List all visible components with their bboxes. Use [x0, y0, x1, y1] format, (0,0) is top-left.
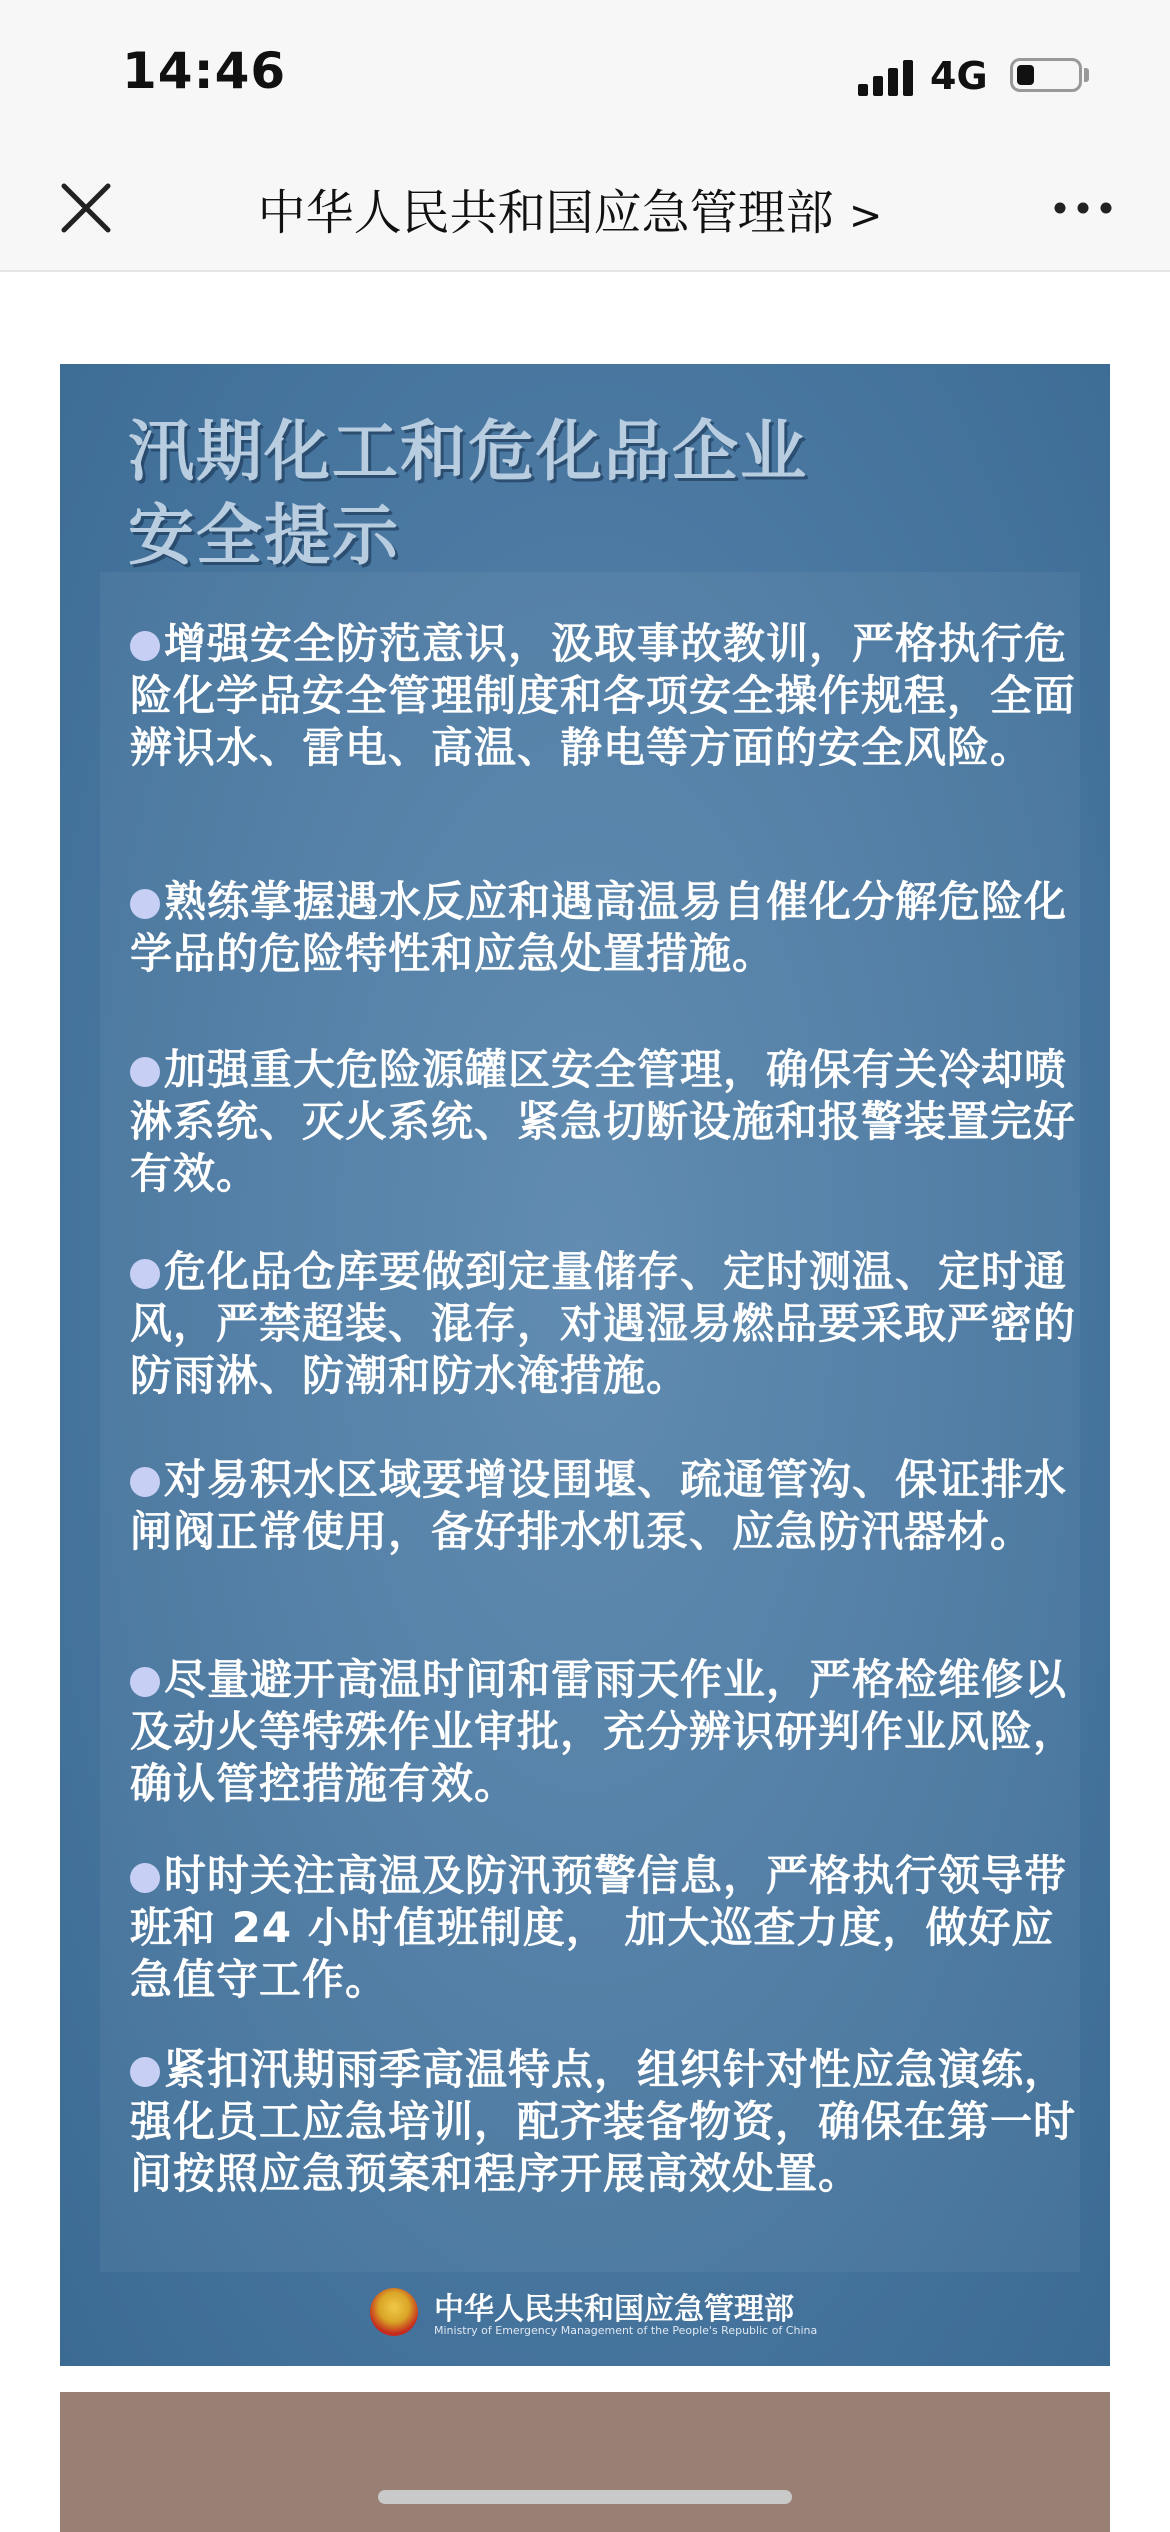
status-time: 14:46 — [122, 42, 287, 100]
battery-tip — [1084, 68, 1089, 82]
bullet-icon — [130, 889, 160, 919]
tip-item: 对易积水区域要增设围堰、疏通管沟、保证排水闸阀正常使用，备好排水机泵、应急防汛器材。 — [130, 1455, 1068, 1556]
network-type: 4G — [930, 54, 988, 98]
signal-icon — [858, 60, 914, 96]
bullet-icon — [130, 1667, 160, 1697]
bullet-icon — [130, 1259, 160, 1289]
close-icon — [56, 178, 116, 238]
poster-panel — [100, 572, 1080, 2272]
close-button[interactable] — [56, 178, 116, 238]
poster-title-line1: 汛期化工和危化品企业 — [128, 413, 808, 490]
status-bar — [0, 0, 1170, 150]
account-title-link[interactable] — [200, 174, 940, 243]
article-content[interactable] — [0, 272, 1170, 2532]
home-indicator[interactable] — [378, 2490, 792, 2504]
bullet-icon — [130, 2057, 160, 2087]
bullet-icon — [130, 1057, 160, 1087]
tip-item: 熟练掌握遇水反应和遇高温易自催化分解危险化学品的危险特性和应急处置措施。 — [130, 877, 1068, 978]
tip-item: 时时关注高温及防汛预警信息，严格执行领导带班和 24 小时值班制度， 加大巡查力度，做好应急值守工作。 — [130, 1851, 1068, 2004]
account-title: 中华人民共和国应急管理部 — [257, 185, 834, 241]
next-image — [60, 2392, 1110, 2532]
more-icon — [1052, 188, 1114, 228]
battery-level — [1017, 65, 1034, 85]
poster-title-line2: 安全提示 — [128, 497, 400, 574]
tip-item: 尽量避开高温时间和雷雨天作业，严格检维修以及动火等特殊作业审批，充分辨识研判作业风险，确认管控措施有效。 — [130, 1655, 1077, 1808]
national-emblem-icon — [370, 2288, 418, 2336]
ministry-logo — [370, 2284, 820, 2344]
bullet-icon — [130, 1467, 160, 1497]
tip-item: 紧扣汛期雨季高温特点，组织针对性应急演练，强化员工应急培训，配齐装备物资，确保在第一时间按照应急预案和程序开展高效处置。 — [130, 2045, 1077, 2198]
ministry-name-en: Ministry of Emergency Management of the People's Republic of China — [434, 2324, 818, 2337]
tip-item: 加强重大危险源罐区安全管理，确保有关冷却喷淋系统、灭火系统、紧急切断设施和报警装置完好有效。 — [130, 1045, 1077, 1198]
safety-poster-image — [60, 364, 1110, 2366]
chevron-right-icon: > — [848, 193, 883, 239]
battery-icon — [1010, 58, 1082, 92]
tip-item: 增强安全防范意识，汲取事故教训，严格执行危险化学品安全管理制度和各项安全操作规程，全面辨识水、雷电、高温、静电等方面的安全风险。 — [130, 619, 1077, 772]
bullet-icon — [130, 1863, 160, 1893]
tip-item: 危化品仓库要做到定量储存、定时测温、定时通风，严禁超装、混存，对遇湿易燃品要采取严密的防雨淋、防潮和防水淹措施。 — [130, 1247, 1077, 1400]
more-button[interactable] — [1052, 188, 1114, 228]
ministry-name-cn: 中华人民共和国应急管理部 — [434, 2292, 794, 2327]
poster-title — [128, 410, 1048, 578]
nav-bar — [0, 150, 1170, 272]
bullet-icon — [130, 631, 160, 661]
